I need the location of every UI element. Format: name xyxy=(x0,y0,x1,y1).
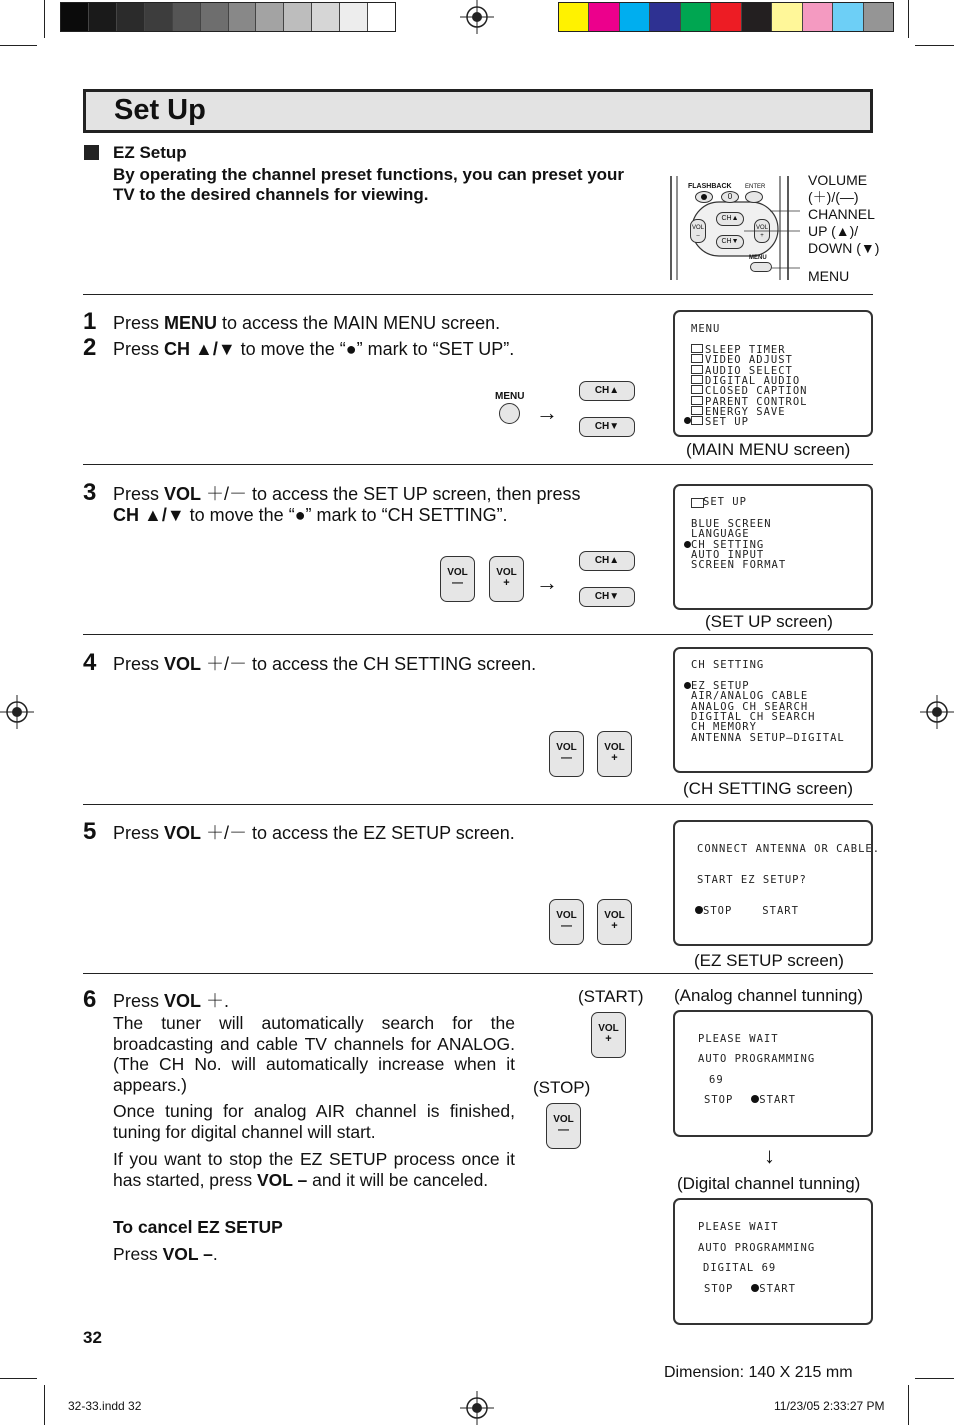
main-menu-item-label: SLEEP TIMER xyxy=(705,344,786,356)
analog-stop: STOP xyxy=(704,1094,734,1106)
vol-label: VOL xyxy=(553,1114,574,1125)
step-text xyxy=(113,823,515,844)
analog-options xyxy=(704,1095,796,1105)
remote-enter-label: ENTER xyxy=(745,184,766,190)
arrow-right-icon: → xyxy=(536,570,558,595)
page-number: 32 xyxy=(83,1328,102,1347)
vol-label: VOL xyxy=(556,910,577,921)
step-number: 6 xyxy=(83,986,97,1013)
ch-up-label: CH▲ xyxy=(594,555,620,566)
color-bar xyxy=(558,2,894,32)
step-text-post: to move the “●” mark to “SET UP”. xyxy=(235,339,515,359)
p3-pre: If you want to stop the EZ SETUP process once it has started, press xyxy=(113,1149,515,1190)
remote-vol-minus-label: VOL – xyxy=(691,225,704,239)
ez-stop: STOP xyxy=(703,905,733,917)
main-menu-item-label: AUDIO SELECT xyxy=(705,364,793,377)
ch-down-button[interactable] xyxy=(579,587,635,607)
vol-label: VOL xyxy=(556,742,577,753)
ez-line-2: START EZ SETUP? xyxy=(697,874,807,886)
setup-item-label: LANGUAGE xyxy=(691,528,750,541)
color-swatch xyxy=(589,3,619,31)
ch-up-button[interactable] xyxy=(579,381,635,401)
step-text-bold: VOL xyxy=(164,654,202,674)
ez-start: START xyxy=(762,905,799,917)
digital-line-1: PLEASE WAIT xyxy=(698,1221,779,1233)
ch-down-label: CH▼ xyxy=(594,421,620,432)
digital-start: START xyxy=(759,1283,796,1295)
ez-setup-screen xyxy=(673,820,881,946)
step-text-pre: Press xyxy=(113,654,165,674)
gray-swatch xyxy=(117,3,145,31)
screen-title: SET UP xyxy=(703,496,747,508)
step6-paragraph-3 xyxy=(113,1149,515,1190)
main-menu-caption: (MAIN MENU screen) xyxy=(686,440,851,459)
screen-title: CH SETTING xyxy=(691,659,765,671)
file-slug: 32-33.indd 32 xyxy=(68,1399,142,1413)
step-text-bold: MENU xyxy=(164,313,218,333)
step-text-bold: VOL xyxy=(164,991,202,1011)
step-text-pre: Press xyxy=(113,339,165,359)
gray-swatch xyxy=(89,3,117,31)
vol-label: VOL xyxy=(447,567,468,578)
set-up-screen xyxy=(673,484,873,610)
zero-label: 0 xyxy=(727,192,733,201)
color-swatch xyxy=(650,3,680,31)
plus-label: + xyxy=(605,1033,612,1045)
menu-item-icon xyxy=(691,344,703,353)
gray-swatch xyxy=(284,3,312,31)
menu-item-icon xyxy=(691,375,703,384)
minus-label: — xyxy=(558,1124,569,1136)
menu-item-icon xyxy=(691,354,703,363)
start-label: (START) xyxy=(578,987,644,1006)
step-text-post: ＋/－ to access the CH SETTING screen. xyxy=(201,654,537,674)
divider xyxy=(83,804,873,805)
step-number: 1 xyxy=(83,308,97,335)
main-menu-item-label: SET UP xyxy=(705,416,749,429)
crop-mark xyxy=(915,1378,954,1379)
digital-line-2: AUTO PROGRAMMING xyxy=(698,1242,816,1254)
callout-volume: VOLUME xyxy=(808,172,868,188)
ch-setting-item-label: CH MEMORY xyxy=(691,721,757,734)
registration-mark-icon xyxy=(0,695,34,729)
step-text xyxy=(113,484,581,526)
divider xyxy=(83,973,873,974)
step-text-post: ＋/－ to access the SET UP screen, then press xyxy=(201,484,581,504)
gray-swatch xyxy=(340,3,368,31)
gray-swatch xyxy=(201,3,229,31)
step-number: 2 xyxy=(83,334,97,361)
gray-swatch xyxy=(368,3,395,31)
step-text-post: to access the MAIN MENU screen. xyxy=(217,313,501,333)
vol-label: VOL xyxy=(604,742,625,753)
color-swatch xyxy=(711,3,741,31)
step-text-bold: VOL xyxy=(164,823,202,843)
setup-item xyxy=(691,560,786,570)
vol-label: VOL xyxy=(598,1023,619,1034)
remote-ch-up-label: CH▲ xyxy=(721,215,739,222)
step6-paragraph-1: The tuner will automatically search for the broadcasting and cable TV channels for ANALOG. (The CH No. will automatically increase when it appears.) xyxy=(113,1013,515,1095)
analog-caption: (Analog channel tunning) xyxy=(674,986,864,1005)
color-swatch xyxy=(833,3,863,31)
analog-start: START xyxy=(759,1094,796,1106)
ch-down-button[interactable] xyxy=(579,417,635,437)
vol-plus-button[interactable] xyxy=(591,1012,626,1058)
color-swatch xyxy=(772,3,802,31)
callout-channel: CHANNEL xyxy=(808,206,875,222)
intro-text: By operating the channel preset functions, you can preset your TV to the desired channels for viewing. xyxy=(113,165,625,204)
color-swatch xyxy=(681,3,711,31)
vol-label: VOL xyxy=(496,567,517,578)
remote-menu-label: MENU xyxy=(749,255,767,261)
main-menu-item-label: DIGITAL AUDIO xyxy=(705,374,801,387)
step-text-post: ＋. xyxy=(201,991,230,1011)
gray-swatch xyxy=(61,3,89,31)
menu-item-icon xyxy=(691,365,703,374)
step-text xyxy=(113,339,514,360)
step-text-bold: CH ▲/▼ xyxy=(164,339,236,359)
ez-line-1: CONNECT ANTENNA OR CABLE. xyxy=(697,843,881,855)
step6-paragraph-2: Once tuning for analog AIR channel is finished, tuning for digital channel will start. xyxy=(113,1101,515,1142)
remote-ch-down-label: CH▼ xyxy=(721,238,739,245)
color-swatch xyxy=(864,3,893,31)
step-number: 5 xyxy=(83,818,97,845)
step-text-pre: Press xyxy=(113,313,165,333)
plus-label: + xyxy=(611,752,618,764)
analog-line-1: PLEASE WAIT xyxy=(698,1033,779,1045)
color-swatch xyxy=(559,3,589,31)
setup-item-label: BLUE SCREEN xyxy=(691,518,772,530)
remote-flashback-label: FLASHBACK xyxy=(688,183,732,190)
step-number: 4 xyxy=(83,649,97,676)
minus-label: — xyxy=(452,577,463,589)
remote-vol-plus-label: VOL + xyxy=(755,225,768,239)
p3-post: and it will be canceled. xyxy=(307,1169,489,1190)
step-text-bold-2: CH ▲/▼ xyxy=(113,505,185,525)
selection-dot-icon xyxy=(695,906,703,914)
ch-setting-item xyxy=(691,733,845,743)
stop-label: (STOP) xyxy=(533,1078,591,1097)
registration-mark-icon xyxy=(920,695,954,729)
grayscale-bar xyxy=(60,2,396,32)
vol-label: VOL xyxy=(604,910,625,921)
ch-down-label: CH▼ xyxy=(594,591,620,602)
crop-mark xyxy=(0,45,37,46)
digital-stop: STOP xyxy=(704,1283,734,1295)
step-text-pre: Press xyxy=(113,823,165,843)
page-title: Set Up xyxy=(114,94,206,126)
menu-item-icon xyxy=(691,396,703,405)
divider xyxy=(83,464,873,465)
step-text-pre: Press xyxy=(113,991,165,1011)
vol-plus-button[interactable] xyxy=(597,899,632,945)
vol-plus-button[interactable] xyxy=(489,556,524,602)
ch-setting-item-label: DIGITAL CH SEARCH xyxy=(691,710,816,723)
digital-tuning-screen xyxy=(673,1198,873,1325)
setup-item-label: SCREEN FORMAT xyxy=(691,559,787,572)
selection-dot-icon xyxy=(684,417,691,424)
vol-minus-button[interactable] xyxy=(546,1103,581,1149)
main-menu-item-label: CLOSED CAPTION xyxy=(705,385,808,398)
selection-dot-icon xyxy=(684,682,691,689)
crop-mark xyxy=(908,1385,909,1425)
timestamp: 11/23/05 2:33:27 PM xyxy=(774,1399,885,1413)
divider xyxy=(83,634,873,635)
menu-item-icon xyxy=(691,406,703,415)
arrow-right-icon: → xyxy=(536,400,558,425)
analog-line-3: 69 xyxy=(709,1074,724,1086)
arrow-down-icon: ↓ xyxy=(764,1143,775,1168)
callout-menu: MENU xyxy=(808,268,850,284)
vol-minus-button[interactable] xyxy=(549,731,584,777)
screen-title: MENU xyxy=(691,323,721,335)
step-text xyxy=(113,991,229,1012)
bullet-square-icon xyxy=(84,145,99,160)
digital-line-3: DIGITAL 69 xyxy=(703,1262,777,1274)
registration-mark-icon xyxy=(460,0,494,34)
selection-dot-icon xyxy=(684,541,691,548)
callout-up: UP (▲)/ xyxy=(808,223,859,239)
cancel-bold: VOL – xyxy=(162,1244,213,1264)
crop-mark xyxy=(908,0,909,38)
menu-button[interactable] xyxy=(499,403,520,424)
analog-line-2: AUTO PROGRAMMING xyxy=(698,1053,816,1065)
ch-setting-item-label: EZ SETUP xyxy=(691,680,750,692)
divider xyxy=(83,294,873,295)
main-menu-item-label: ENERGY SAVE xyxy=(705,405,786,418)
ez-options xyxy=(695,906,799,916)
cancel-pre: Press xyxy=(113,1244,163,1264)
main-menu-item xyxy=(691,416,749,427)
ez-setup-caption: (EZ SETUP screen) xyxy=(694,951,844,970)
crop-mark xyxy=(44,1385,45,1425)
minus-label: — xyxy=(561,752,572,764)
set-up-caption: (SET UP screen) xyxy=(705,612,833,631)
crop-mark xyxy=(915,45,954,46)
plus-label: + xyxy=(611,920,618,932)
dimension-note: Dimension: 140 X 215 mm xyxy=(664,1364,853,1381)
digital-options xyxy=(704,1284,796,1294)
ch-up-label: CH▲ xyxy=(594,385,620,396)
color-swatch xyxy=(620,3,650,31)
plus-label: + xyxy=(503,577,510,589)
setup-item-label: CH SETTING xyxy=(691,538,765,551)
step-text xyxy=(113,313,500,334)
registration-mark-icon xyxy=(460,1391,494,1425)
step-text xyxy=(113,654,536,675)
callout-volume-sign: (＋)/(—) xyxy=(808,189,859,205)
ch-setting-screen xyxy=(673,647,873,773)
color-swatch xyxy=(803,3,833,31)
main-menu-item-label: VIDEO ADJUST xyxy=(705,354,793,367)
ch-setting-caption: (CH SETTING screen) xyxy=(683,779,854,798)
crop-mark xyxy=(0,1378,37,1379)
minus-label: — xyxy=(561,920,572,932)
main-menu-screen xyxy=(673,310,873,437)
cancel-heading: To cancel EZ SETUP xyxy=(113,1217,283,1237)
crop-mark xyxy=(44,0,45,38)
step-text-post-2: to move the “●” mark to “CH SETTING”. xyxy=(184,505,508,525)
gray-swatch xyxy=(312,3,340,31)
callout-down: DOWN (▼) xyxy=(808,240,880,256)
vol-minus-button[interactable] xyxy=(440,556,475,602)
step-number: 3 xyxy=(83,479,97,506)
p3-bold: VOL – xyxy=(256,1169,308,1190)
digital-caption: (Digital channel tunning) xyxy=(677,1174,861,1193)
gray-swatch xyxy=(229,3,257,31)
step-text-pre: Press xyxy=(113,484,165,504)
step-text-post: ＋/－ to access the EZ SETUP screen. xyxy=(201,823,515,843)
intro-heading: EZ Setup xyxy=(113,143,187,162)
cancel-post: . xyxy=(212,1244,218,1264)
remote-callout-labels xyxy=(808,172,879,285)
analog-tuning-screen xyxy=(673,1010,873,1137)
menu-item-icon xyxy=(691,416,703,425)
ch-setting-item-label: AIR/ANALOG CABLE xyxy=(691,690,809,703)
menu-item-icon xyxy=(691,385,703,394)
main-menu-item-label: PARENT CONTROL xyxy=(705,395,808,408)
cancel-text xyxy=(113,1244,218,1265)
menu-button-label: MENU xyxy=(495,391,525,402)
ch-setting-item-label: ANTENNA SETUP–DIGITAL xyxy=(691,731,845,744)
title-bar xyxy=(83,89,873,133)
setup-item-label: AUTO INPUT xyxy=(691,548,765,561)
vol-minus-button[interactable] xyxy=(549,899,584,945)
remote-illustration xyxy=(668,176,800,280)
step-text-bold: VOL xyxy=(164,484,202,504)
gray-swatch xyxy=(145,3,173,31)
ch-setting-item-label: ANALOG CH SEARCH xyxy=(691,700,809,713)
ch-up-button[interactable] xyxy=(579,551,635,571)
vol-plus-button[interactable] xyxy=(597,731,632,777)
gray-swatch xyxy=(256,3,284,31)
color-swatch xyxy=(742,3,772,31)
gray-swatch xyxy=(173,3,201,31)
